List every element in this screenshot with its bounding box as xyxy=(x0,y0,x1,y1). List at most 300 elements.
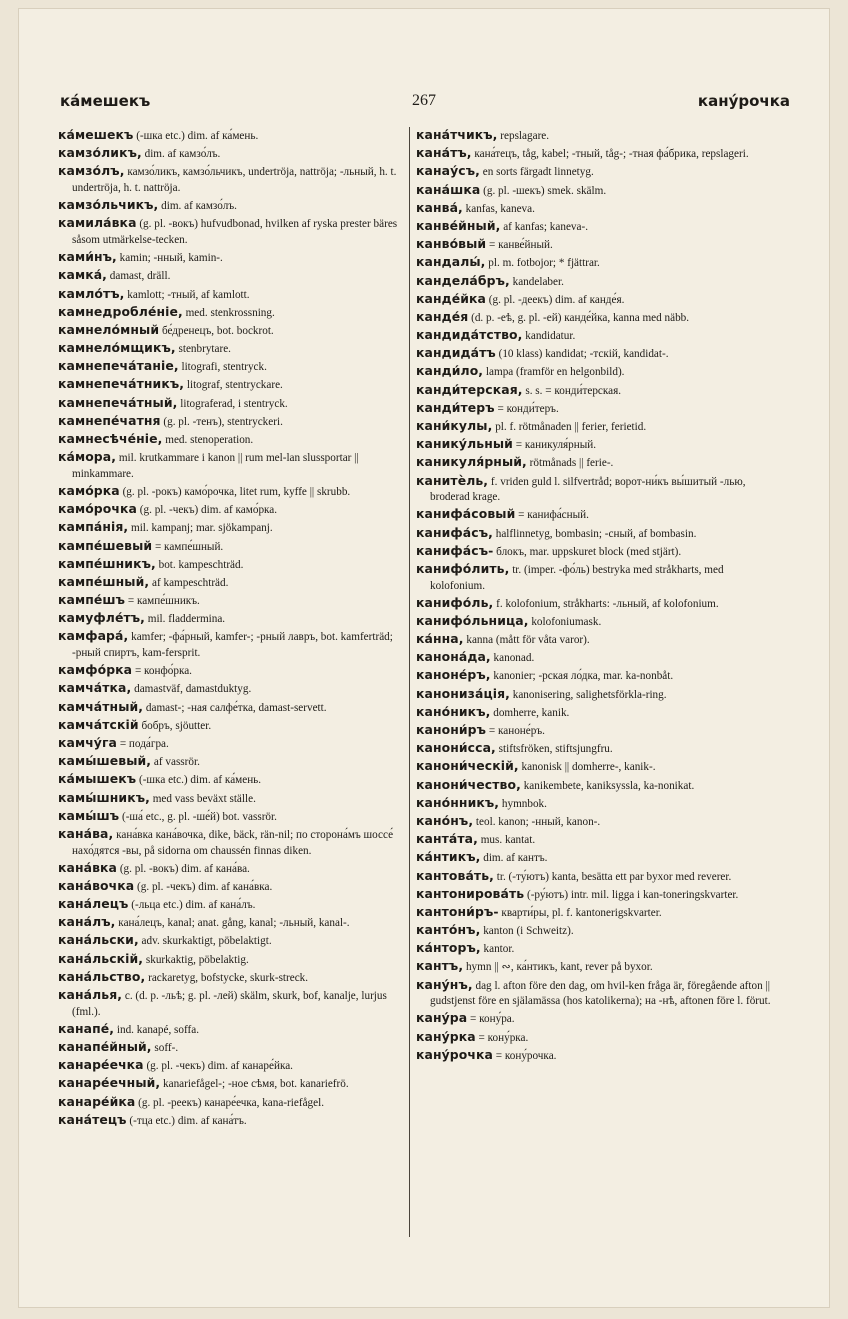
dictionary-entry xyxy=(416,940,778,958)
dictionary-entry xyxy=(58,790,408,808)
entry-headword: камнепеча́тный, xyxy=(58,394,178,410)
entry-headword: кана́шка xyxy=(416,181,481,197)
entry-headword: кану́ра xyxy=(416,1010,468,1026)
entry-headword: кандида́тство, xyxy=(416,327,523,343)
left-column xyxy=(58,127,408,1237)
entry-headword: канифо́лить, xyxy=(416,560,510,576)
entry-definition: adv. skurkaktigt, pöbelaktigt. xyxy=(141,935,272,948)
entry-headword: кани́кулы, xyxy=(416,418,493,433)
entry-definition: mil. krutkammare i kanon || rum mel-lan slussportar || minkammare. xyxy=(72,452,359,480)
entry-headword: канди́терская, xyxy=(416,381,523,397)
dictionary-entry xyxy=(416,525,778,543)
entry-definition: hymn || ∾, ка́нтикъ, kant, rever på byxor. xyxy=(465,961,653,974)
dictionary-entry xyxy=(58,358,408,376)
dictionary-entry xyxy=(58,1021,408,1039)
entry-headword: канде́йка xyxy=(416,290,486,306)
entry-definition: = кону́рка. xyxy=(478,1031,529,1044)
entry-headword: ка́нторъ, xyxy=(416,940,481,956)
dictionary-entry xyxy=(58,1112,408,1130)
entry-definition: (g. pl. -деекъ) dim. af канде́я. xyxy=(488,293,625,306)
entry-headword: камы́шевый, xyxy=(58,753,152,769)
dictionary-entry xyxy=(416,473,778,506)
entry-definition: damast, dräll. xyxy=(109,270,171,283)
dictionary-entry xyxy=(416,777,778,795)
entry-definition: (d. p. -еѣ, g. pl. -ей) канде́йка, kanna med näbb. xyxy=(471,311,690,324)
entry-headword: канифа́съ, xyxy=(416,524,493,540)
entry-headword: канто́нъ, xyxy=(416,922,481,938)
entry-definition: (-тца etc.) dim. af кана́тъ. xyxy=(129,1114,247,1127)
entry-definition: f. kolofonium, stråkharts: -льный, af kolofonium. xyxy=(496,597,719,610)
dictionary-entry xyxy=(58,215,408,248)
dictionary-entry xyxy=(58,1039,408,1057)
entry-headword: камчу́га xyxy=(58,735,118,750)
entry-headword: кандида́тъ xyxy=(416,345,496,361)
entry-definition: = кампе́шный. xyxy=(154,540,224,553)
dictionary-page xyxy=(18,8,830,1308)
entry-headword: кампе́шевый xyxy=(58,537,153,553)
entry-headword: кану́нъ, xyxy=(416,976,473,992)
dictionary-entry xyxy=(416,649,778,667)
entry-headword: кантони́ръ- xyxy=(416,903,499,919)
dictionary-entry xyxy=(58,267,408,285)
dictionary-entry xyxy=(58,431,408,449)
entry-definition: (g. pl. -шекъ) smek. skälm. xyxy=(483,184,607,197)
entry-definition: kandelaber. xyxy=(512,275,564,288)
dictionary-entry xyxy=(58,735,408,753)
dictionary-entry xyxy=(58,628,408,661)
entry-headword: кана́льски, xyxy=(58,932,139,948)
entry-headword: камнело́мный xyxy=(58,321,160,337)
dictionary-entry xyxy=(58,1094,408,1112)
dictionary-entry xyxy=(416,868,778,886)
dictionary-entry xyxy=(416,595,778,613)
entry-headword: кана́льскій, xyxy=(58,950,144,966)
entry-definition: pl. f. rötmånaden || ferier, ferietid. xyxy=(495,421,647,433)
entry-headword: кана́тчикъ, xyxy=(416,127,498,142)
entry-definition: s. s. = конди́терская. xyxy=(525,384,622,397)
dictionary-entry xyxy=(58,753,408,771)
entry-definition: (10 klass) kandidat; -тскій, kandidat-. xyxy=(498,348,669,361)
entry-definition: (-шка etc.) dim. af ка́мень. xyxy=(138,774,262,787)
entry-headword: канди́теръ xyxy=(416,399,495,415)
entry-definition: f. vriden guld l. silfvertråd; ворот-ни́къ вы́шитый -лью, broderad krage. xyxy=(430,475,746,504)
entry-headword: камфара́, xyxy=(58,628,129,644)
entry-headword: камча́тный, xyxy=(58,698,144,714)
entry-definition: (g. pl. -вокъ) hufvudbonad, hvilken af ryska prester bäres såsom utmärkelse-tecken. xyxy=(72,218,398,246)
entry-headword: канитѐль, xyxy=(416,472,489,488)
entry-definition: repslagare. xyxy=(500,130,550,142)
entry-definition: бе́дренецъ, bot. bockrot. xyxy=(161,324,274,337)
entry-definition: rötmånads || ferie-. xyxy=(529,457,614,470)
entry-definition: skurkaktig, pöbelaktig. xyxy=(145,953,249,966)
entry-definition: teol. kanon; -нный, kanon-. xyxy=(475,815,601,828)
entry-headword: кантова́ть, xyxy=(416,867,494,883)
entry-definition: = каноне́ръ. xyxy=(488,725,545,737)
dictionary-entry xyxy=(416,740,778,758)
entry-headword: канве́йный, xyxy=(416,217,501,233)
dictionary-entry xyxy=(416,1029,778,1047)
dictionary-entry xyxy=(58,771,408,789)
dictionary-entry xyxy=(58,717,408,735)
entry-definition: = каникуля́рный. xyxy=(515,439,597,452)
dictionary-entry xyxy=(58,1057,408,1075)
entry-headword: камы́шъ xyxy=(58,807,120,823)
dictionary-entry xyxy=(58,483,408,501)
dictionary-entry xyxy=(416,561,778,594)
entry-headword: камнепе́чатня xyxy=(58,412,161,428)
entry-definition: dim. af камзо́лъ. xyxy=(161,200,237,213)
entry-headword: кана́тъ, xyxy=(416,145,472,161)
dictionary-entry xyxy=(416,254,778,272)
entry-headword: камуфле́тъ, xyxy=(58,610,145,626)
page-number: 267 xyxy=(412,92,436,109)
dictionary-entry xyxy=(416,758,778,776)
entry-headword: кану́рка xyxy=(416,1028,476,1044)
entry-headword: канони́ческій, xyxy=(416,758,519,774)
entry-headword: канапе́йный, xyxy=(58,1039,152,1054)
entry-headword: камзо́ликъ, xyxy=(58,145,142,161)
entry-definition: бобръ, sjöutter. xyxy=(141,719,212,732)
dictionary-entry xyxy=(58,914,408,932)
entry-definition: kamlott; -тный, af kamlott. xyxy=(127,288,250,301)
dictionary-entry xyxy=(416,922,778,940)
entry-definition: кварти́ры, pl. f. kantonerigskvarter. xyxy=(501,906,662,919)
dictionary-entry xyxy=(58,163,408,196)
entry-headword: канониза́ція, xyxy=(416,685,510,701)
dictionary-entry xyxy=(58,340,408,358)
entry-definition: = пода́гра. xyxy=(119,738,169,750)
entry-definition: = канифа́сный. xyxy=(518,509,589,522)
dictionary-entry xyxy=(58,127,408,145)
entry-definition: pl. m. fotbojor; * fjättrar. xyxy=(488,257,600,270)
entry-definition: tr. (-ту́ютъ) kanta, besätta ett par byxor med reverer. xyxy=(496,870,732,883)
entry-headword: камнело́мщикъ, xyxy=(58,340,176,356)
entry-definition: kanonisering, salighetsförkla-ring. xyxy=(512,688,667,701)
entry-headword: канона́да, xyxy=(416,649,491,665)
entry-definition: damastväf, damastduktyg. xyxy=(134,683,252,696)
entry-headword: кано́нъ, xyxy=(416,812,474,828)
entry-definition: dag l. afton före den dag, om hvil-ken fråga är, föregående afton || gudstjenst före en själamässa (hos katolikerna); на -нѣ, aftonen före l. förut. xyxy=(430,979,771,1008)
dictionary-entry xyxy=(58,197,408,215)
dictionary-entry xyxy=(58,501,408,519)
entry-definition: kantor. xyxy=(483,943,515,956)
entry-headword: камзо́лъ, xyxy=(58,163,125,179)
entry-definition: domherre, kanik. xyxy=(493,706,570,719)
dictionary-entry xyxy=(416,904,778,922)
dictionary-entry xyxy=(416,1047,778,1065)
dictionary-entry xyxy=(416,363,778,381)
entry-definition: af kanfas; kaneva-. xyxy=(503,220,589,233)
entry-headword: канаре́ечный, xyxy=(58,1075,161,1091)
dictionary-entry xyxy=(58,699,408,717)
dictionary-entry xyxy=(58,376,408,394)
entry-definition: = кампе́шникъ. xyxy=(127,595,200,608)
dictionary-entry xyxy=(58,556,408,574)
entry-definition: (g. pl. -рокъ) камо́рочка, litet rum, kyffe || skrubb. xyxy=(122,485,351,498)
entry-headword: канику́льный xyxy=(416,436,513,452)
entry-definition: (-ру́ютъ) intr. mil. ligga i kan-toneringskvarter. xyxy=(526,888,739,901)
entry-definition: mus. kantat. xyxy=(480,834,536,847)
entry-headword: канта́та, xyxy=(416,831,478,847)
entry-headword: канаре́ечка xyxy=(58,1057,144,1073)
entry-headword: камнедробле́ніе, xyxy=(58,303,183,319)
dictionary-entry xyxy=(416,849,778,867)
entry-headword: ка́мора, xyxy=(58,449,117,465)
dictionary-entry xyxy=(416,543,778,561)
entry-definition: (g. pl. -чекъ) dim. af кана́вка. xyxy=(137,880,273,893)
dictionary-entry xyxy=(58,662,408,680)
entry-headword: камзо́льчикъ, xyxy=(58,197,159,213)
entry-definition: af kampeschträd. xyxy=(151,576,229,589)
entry-headword: кана́вка xyxy=(58,859,118,875)
entry-definition: = канве́йный. xyxy=(489,239,553,252)
entry-definition: bot. kampeschträd. xyxy=(158,558,244,571)
dictionary-entry xyxy=(416,218,778,236)
header-last-word: кану́рочка xyxy=(697,92,790,110)
entry-headword: ками́нъ, xyxy=(58,249,117,265)
dictionary-entry xyxy=(416,506,778,524)
entry-headword: канифа́съ- xyxy=(416,542,494,558)
dictionary-entry xyxy=(416,1010,778,1028)
dictionary-entry xyxy=(416,273,778,291)
dictionary-entry xyxy=(416,631,778,649)
entry-definition: (-шка etc.) dim. af ка́мень. xyxy=(136,130,259,142)
dictionary-entry xyxy=(416,667,778,685)
dictionary-entry xyxy=(416,400,778,418)
entry-headword: канво́вый xyxy=(416,236,487,252)
entry-definition: mil. kampanj; mar. sjökampanj. xyxy=(131,522,273,535)
entry-headword: каникуля́рный, xyxy=(416,454,527,470)
entry-headword: кампе́шный, xyxy=(58,573,150,589)
entry-headword: канау́съ, xyxy=(416,163,480,179)
dictionary-entry xyxy=(58,878,408,896)
dictionary-entry xyxy=(58,808,408,826)
entry-definition: kanonad. xyxy=(493,652,535,665)
entry-definition: halflinnetyg, bombasin; -сный, af bombasin. xyxy=(495,527,697,540)
entry-headword: канони́ръ xyxy=(416,722,487,737)
entry-headword: кампе́шникъ, xyxy=(58,555,156,571)
dictionary-entry xyxy=(58,932,408,950)
entry-headword: камы́шникъ, xyxy=(58,789,150,805)
dictionary-entry xyxy=(58,896,408,914)
dictionary-entry xyxy=(58,304,408,322)
entry-headword: камнепеча́таніе, xyxy=(58,358,179,374)
entry-headword: камка́, xyxy=(58,267,107,283)
entry-headword: кантонирова́ть xyxy=(416,885,525,901)
dictionary-entry xyxy=(416,977,778,1010)
dictionary-entry xyxy=(416,200,778,218)
entry-definition: (g. pl. -чекъ) dim. af канаре́йка. xyxy=(146,1060,293,1073)
entry-definition: = кону́рочка. xyxy=(495,1049,557,1062)
entry-definition: = конди́теръ. xyxy=(497,402,559,415)
entry-headword: канифо́ль, xyxy=(416,594,494,610)
entry-headword: ка́мышекъ xyxy=(58,771,137,787)
entry-definition: soff-. xyxy=(154,1042,179,1054)
entry-definition: kanonier; -рская ло́дка, mar. ka-nonbåt. xyxy=(493,670,674,683)
dictionary-entry xyxy=(58,538,408,556)
dictionary-entry xyxy=(58,413,408,431)
entry-headword: камча́тскій xyxy=(58,716,139,732)
dictionary-entry xyxy=(416,382,778,400)
entry-definition: kolofoniumask. xyxy=(531,615,602,628)
dictionary-entry xyxy=(416,127,778,145)
entry-headword: кана́лья, xyxy=(58,987,123,1003)
entry-definition: = кону́ра. xyxy=(470,1013,515,1026)
entry-definition: stenbrytare. xyxy=(178,343,231,356)
entry-headword: ка́мешекъ xyxy=(58,127,134,142)
dictionary-entry xyxy=(58,987,408,1020)
dictionary-entry xyxy=(58,449,408,482)
dictionary-entry xyxy=(58,680,408,698)
entry-headword: кана́лецъ xyxy=(58,896,129,912)
entry-definition: kanonisk || domherre-, kanik-. xyxy=(521,761,656,774)
dictionary-entry xyxy=(416,182,778,200)
entry-definition: kamfer; -фа́рный, kamfer-; -рный лавръ, bot. kamferträd; -рный спиртъ, kam-fersprit. xyxy=(72,631,393,660)
dictionary-entry xyxy=(416,704,778,722)
entry-headword: канди́ло, xyxy=(416,363,484,379)
entry-definition: kanton (i Schweitz). xyxy=(483,925,574,938)
dictionary-entry xyxy=(58,395,408,413)
dictionary-entry xyxy=(416,236,778,254)
entry-definition: kanfas, kaneva. xyxy=(465,202,535,215)
entry-definition: ind. kanapé, soffa. xyxy=(116,1023,199,1036)
dictionary-entry xyxy=(58,286,408,304)
entry-definition: litograf, stentryckare. xyxy=(186,379,283,392)
entry-headword: каноне́ръ, xyxy=(416,667,491,683)
entry-definition: kamin; -нный, kamin-. xyxy=(119,252,223,265)
entry-headword: кана́лъ, xyxy=(58,914,116,930)
entry-headword: кана́вочка xyxy=(58,877,135,893)
entry-definition: hymnbok. xyxy=(501,797,547,810)
entry-headword: кану́рочка xyxy=(416,1046,493,1062)
entry-headword: кано́никъ, xyxy=(416,703,491,719)
dictionary-entry xyxy=(58,519,408,537)
entry-definition: kanariefågel-; -ное сѣмя, bot. kanariefrö. xyxy=(163,1078,349,1091)
entry-definition: (g. pl. -вокъ) dim. af кана́ва. xyxy=(119,862,250,875)
entry-headword: канифо́льница, xyxy=(416,612,529,628)
entry-definition: tr. (imper. -фо́ль) bestryka med stråkharts, med kolofonium. xyxy=(430,563,724,592)
entry-definition: (-льца etc.) dim. af кана́лъ. xyxy=(131,899,256,912)
entry-headword: ка́нтикъ, xyxy=(416,849,481,865)
entry-headword: камо́рка xyxy=(58,482,120,498)
entry-headword: кандела́бръ, xyxy=(416,272,510,288)
entry-definition: (g. pl. -тенъ), stentryckeri. xyxy=(163,415,283,428)
entry-definition: (-ша́ etc., g. pl. -ше́й) bot. vassrör. xyxy=(121,810,277,823)
entry-headword: кампе́шъ xyxy=(58,592,126,608)
dictionary-entry xyxy=(58,145,408,163)
entry-headword: канаре́йка xyxy=(58,1093,136,1109)
entry-headword: канде́я xyxy=(416,308,469,324)
entry-definition: = конфо́рка. xyxy=(134,665,192,678)
dictionary-entry xyxy=(58,1075,408,1093)
entry-definition: блокъ, mar. uppskuret block (med stjärt). xyxy=(496,545,682,558)
dictionary-entry xyxy=(416,291,778,309)
entry-definition: (g. pl. -чекъ) dim. af камо́рка. xyxy=(139,504,278,517)
dictionary-entry xyxy=(58,826,408,859)
entry-definition: litografi, stentryck. xyxy=(181,361,267,374)
dictionary-entry xyxy=(416,886,778,904)
entry-definition: en sorts färgadt linnetyg. xyxy=(482,166,594,179)
entry-headword: ка́нна, xyxy=(416,631,464,647)
dictionary-entry xyxy=(416,613,778,631)
entry-headword: камло́тъ, xyxy=(58,285,125,301)
entry-headword: канифа́совый xyxy=(416,506,516,522)
entry-definition: kanna (mått för våta varor). xyxy=(466,634,590,647)
dictionary-entry xyxy=(416,309,778,327)
entry-definition: kandidatur. xyxy=(525,330,576,343)
entry-headword: канони́чество, xyxy=(416,776,521,792)
entry-definition: mil. fladdermina. xyxy=(147,613,226,626)
entry-definition: c. (d. p. -льѣ; g. pl. -лей) skälm, skurk, bof, kanalje, lurjus (fml.). xyxy=(72,990,387,1018)
entry-definition: litograferad, i stentryck. xyxy=(180,397,288,410)
entry-headword: кантъ, xyxy=(416,958,464,974)
entry-definition: kanikembete, kaniksyssla, ka-nonikat. xyxy=(523,779,695,792)
entry-headword: камнепеча́тникъ, xyxy=(58,376,185,392)
entry-definition: dim. af кантъ. xyxy=(483,852,548,865)
header-first-word: ка́мешекъ xyxy=(60,92,151,110)
entry-definition: af vassrör. xyxy=(153,756,200,769)
page-header xyxy=(58,92,790,114)
entry-headword: кана́льство, xyxy=(58,968,146,984)
entry-headword: кана́ва, xyxy=(58,825,114,841)
dictionary-entry xyxy=(416,722,778,740)
entry-headword: камо́рочка xyxy=(58,501,137,517)
entry-definition: lampa (framför en helgonbild). xyxy=(485,366,625,379)
dictionary-entry xyxy=(416,454,778,472)
right-column xyxy=(409,127,778,1237)
entry-headword: кана́тецъ xyxy=(58,1111,127,1127)
entry-definition: кана́тецъ, tåg, kabel; -тный, tåg-; -тная фа́брика, repslageri. xyxy=(474,148,749,161)
entry-definition: med. stenkrossning. xyxy=(185,306,275,319)
dictionary-entry xyxy=(416,345,778,363)
entry-headword: камнесѣче́ніе, xyxy=(58,431,163,446)
dictionary-entry xyxy=(416,418,778,436)
entry-definition: (g. pl. -реекъ) канаре́ечка, kana-riefågel. xyxy=(138,1096,325,1109)
entry-headword: канва́, xyxy=(416,199,463,215)
entry-headword: кампа́нія, xyxy=(58,519,129,535)
dictionary-entry xyxy=(416,327,778,345)
entry-headword: камфо́рка xyxy=(58,662,133,678)
entry-definition: rackaretyg, bofstycke, skurk-streck. xyxy=(148,971,309,984)
dictionary-entry xyxy=(58,592,408,610)
dictionary-entry xyxy=(416,163,778,181)
dictionary-entry xyxy=(416,145,778,163)
entry-headword: канони́сса, xyxy=(416,740,496,756)
dictionary-entry xyxy=(416,436,778,454)
entry-definition: med vass beväxt ställe. xyxy=(152,792,256,805)
entry-definition: кана́вка кана́вочка, dike, bäck, rän-nil; по сторона́мъ шоссе́ нахо́дятся -вы, på sidorna om chaussén finnas diken. xyxy=(72,828,394,857)
dictionary-entry xyxy=(416,831,778,849)
entry-definition: кана́лецъ, kanal; anat. gång, kanal; -льный, kanal-. xyxy=(118,917,350,930)
dictionary-entry xyxy=(416,958,778,976)
dictionary-entry xyxy=(58,860,408,878)
entry-definition: stiftsfröken, stiftsjungfru. xyxy=(498,743,613,756)
entry-headword: камила́вка xyxy=(58,215,137,231)
entry-definition: камзо́ликъ, камзо́льчикъ, undertröja, nattröja; -льный, h. t. undertröja, h. t. nattröja. xyxy=(72,166,397,194)
entry-definition: med. stenoperation. xyxy=(165,434,254,446)
entry-headword: кандалы́, xyxy=(416,254,486,270)
dictionary-entry xyxy=(58,574,408,592)
dictionary-entry xyxy=(58,951,408,969)
entry-definition: dim. af камзо́лъ. xyxy=(144,148,221,161)
dictionary-entry xyxy=(416,813,778,831)
dictionary-entry xyxy=(58,610,408,628)
entry-headword: камча́тка, xyxy=(58,680,132,696)
entry-headword: кано́нникъ, xyxy=(416,794,500,810)
dictionary-entry xyxy=(416,686,778,704)
dictionary-entry xyxy=(58,969,408,987)
dictionary-entry xyxy=(58,322,408,340)
